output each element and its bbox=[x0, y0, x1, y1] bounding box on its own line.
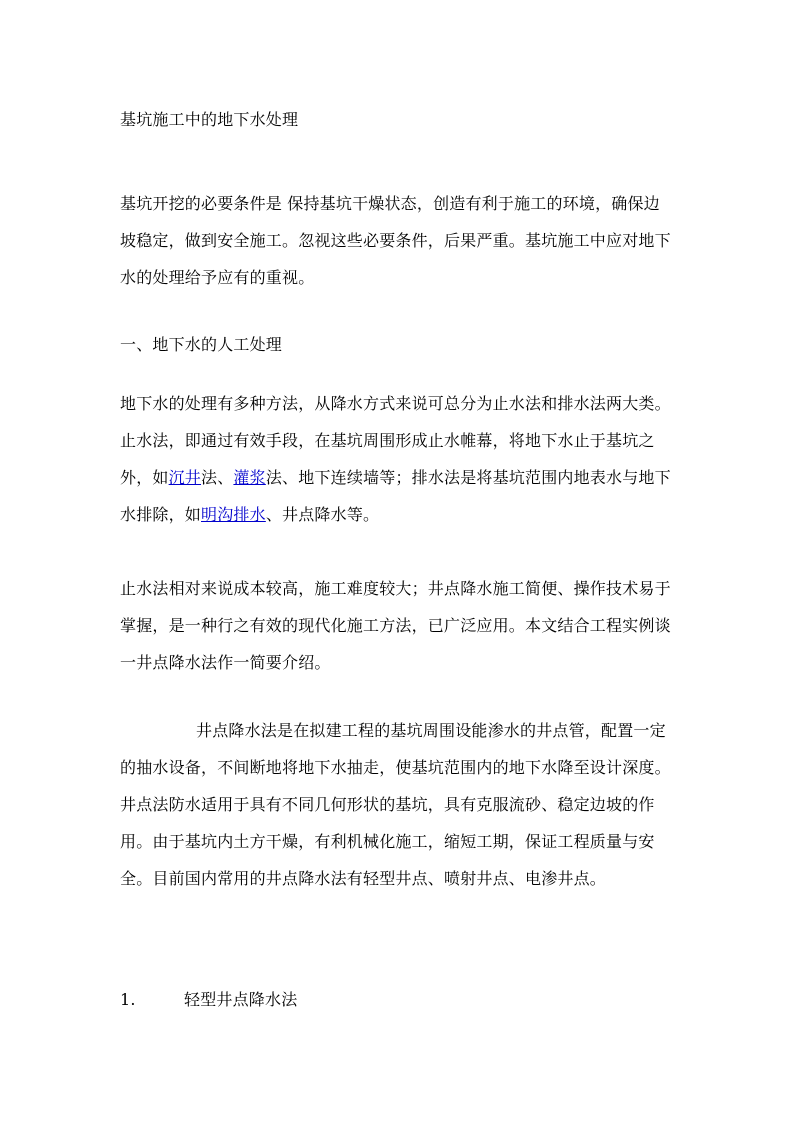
section-heading-1: 一、地下水的人工处理 bbox=[120, 335, 283, 354]
link-caisson[interactable]: 沉井 bbox=[168, 468, 202, 487]
methods-paragraph bbox=[120, 385, 675, 533]
link-grouting[interactable]: 灌浆 bbox=[233, 468, 266, 487]
comparison-paragraph: 止水法相对来说成本较高，施工难度较大；井点降水施工简便、操作技术易于掌握，是一种行之有效的现代化施工方法，已广泛应用。本文结合工程实例谈一井点降水法作一简要介绍。 bbox=[120, 579, 671, 672]
well-point-paragraph: 井点降水法是在拟建工程的基坑周围设能渗水的井点管，配置一定的抽水设备，不间断地将地下水抽走，使基坑范围内的地下水降至设计深度。井点法防水适用于具有不同几何形状的基坑，具有克服流砂、稳定边坡的作用。由于基坑内土方干燥，有利机械化施工，缩短工期，保证工程质量与安全。目前国内常用的井点降水法有轻型井点、喷射井点、电渗井点。 bbox=[120, 721, 671, 888]
intro-paragraph: 基坑开挖的必要条件是 保持基坑干燥状态，创造有利于施工的环境，确保边坡稳定，做到安全施工。忽视这些必要条件，后果严重。基坑施工中应对地下水的处理给予应有的重视。 bbox=[120, 194, 671, 287]
document-title: 基坑施工中的地下水处理 bbox=[120, 110, 299, 129]
methods-text-3: 法、地下连续墙等；排水法是将基坑范围内地表水与地下水排除，如 bbox=[120, 468, 671, 524]
subsection-heading-1 bbox=[120, 981, 675, 1018]
methods-text-4: 、井点降水等。 bbox=[265, 505, 380, 524]
subsection-title: 轻型井点降水法 bbox=[184, 990, 298, 1009]
link-open-ditch-drainage[interactable]: 明沟排水 bbox=[201, 505, 266, 524]
methods-text-2: 法、 bbox=[201, 468, 234, 487]
subsection-number: 1. bbox=[120, 990, 136, 1009]
methods-text-1: 地下水的处理有多种方法，从降水方式来说可总分为止水法和排水法两大类。止水法，即通过有效手段，在基坑周围形成止水帷幕，将地下水止于基坑之外，如 bbox=[120, 394, 671, 487]
